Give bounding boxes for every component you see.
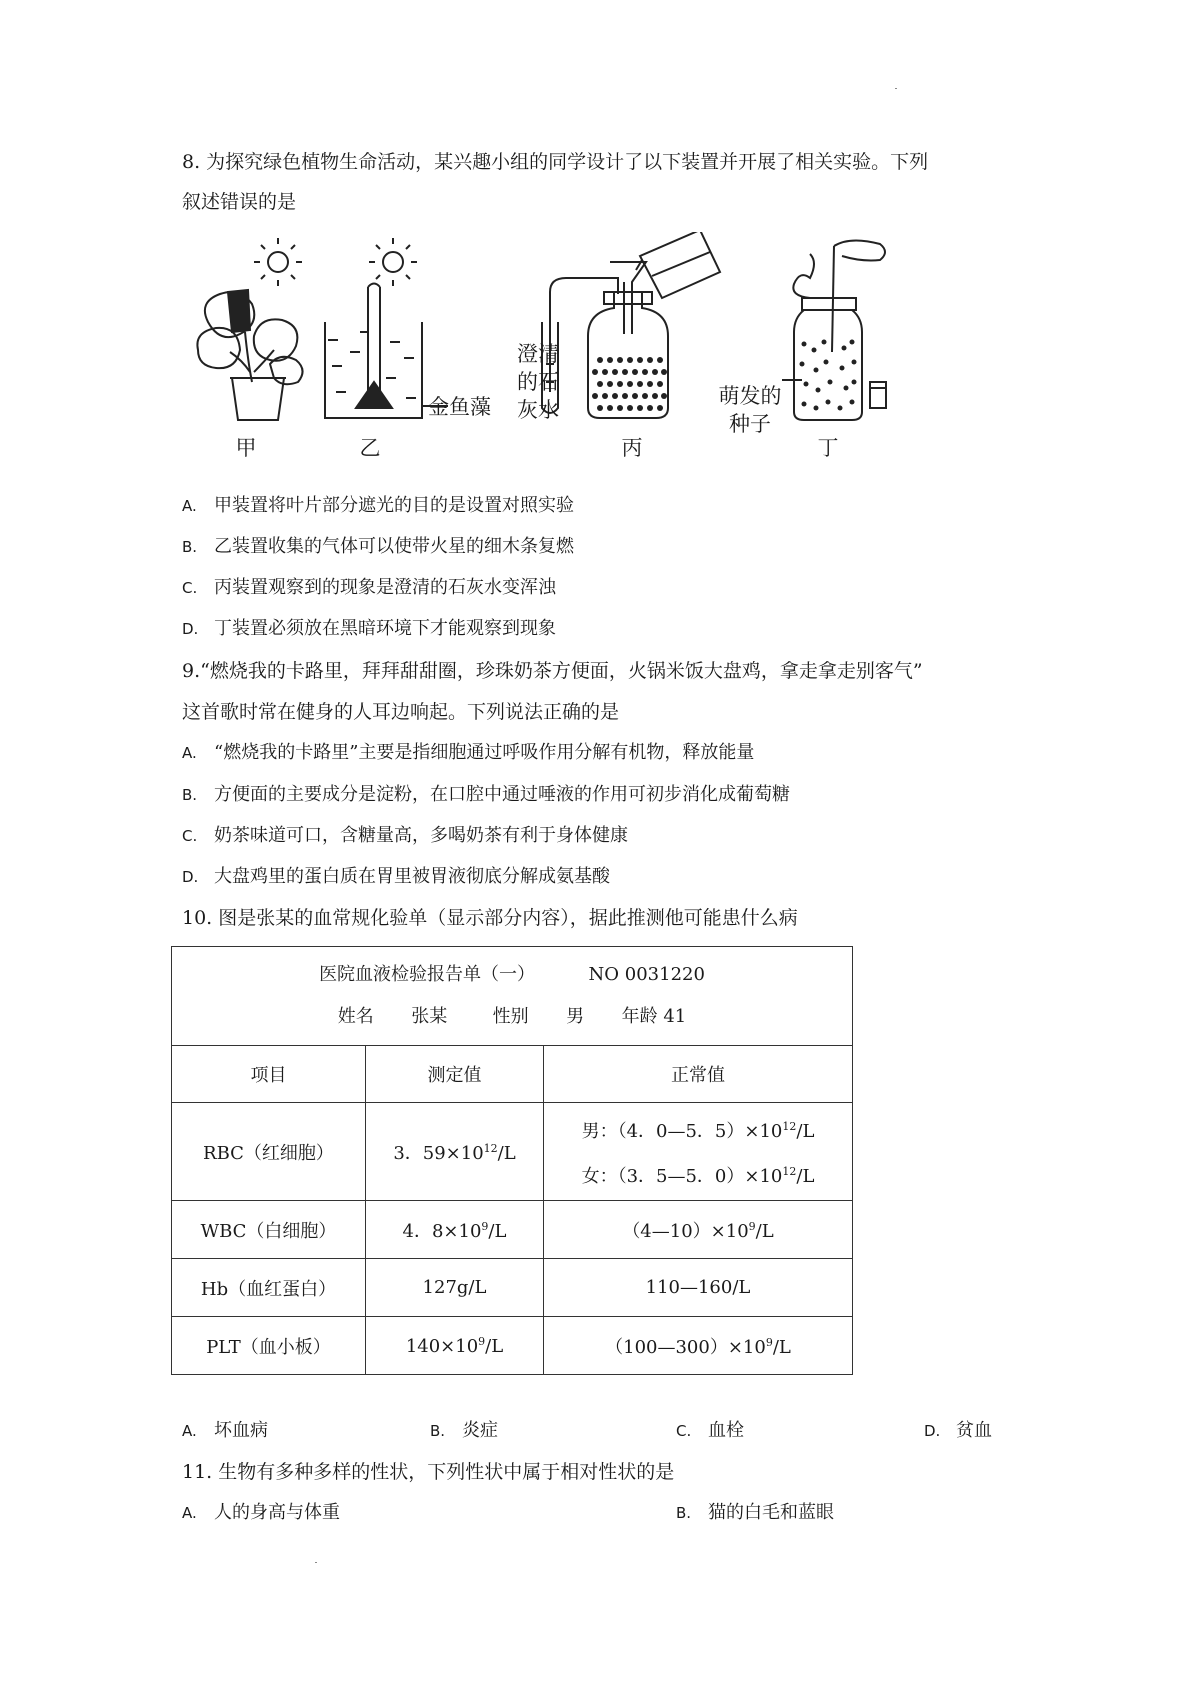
blood-test-report [171,946,853,1375]
rbc-value: 3．$59\times 10^{12}/L$ [366,1103,544,1201]
q9-option-b: B. 方便面的主要成分是淀粉，在口腔中通过唾液的作用可初步消化成葡萄糖 [182,784,790,805]
q10-option-c: C. 血栓 [676,1420,744,1441]
q9-option-a: A. “燃烧我的卡路里”主要是指细胞通过呼吸作用分解有机物，释放能量 [182,742,755,763]
rbc-normal: 男：（4．0—5．$5)\times 10^{12}/L$ 女：（3．5—5．$0)\times 10^{12}/L$ [544,1103,853,1201]
table-row-rbc [172,1103,853,1201]
q10-option-d: D. 贫血 [924,1420,992,1441]
table-row-hb [172,1259,853,1317]
plt-item: PLT（血小板） [172,1317,366,1375]
patient-name: 张某 [411,1006,448,1027]
q9-stem-line1: 9.“燃烧我的卡路里，拜拜甜甜圈，珍珠奶茶方便面，火锅米饭大盘鸡，拿走拿走别客气” [182,660,923,682]
column-header-measured: 测定值 [366,1046,544,1103]
q8-option-a: A. 甲装置将叶片部分遮光的目的是设置对照实验 [182,495,574,516]
hb-item: Hb（血红蛋白） [172,1259,366,1317]
label-jia: 甲 [235,436,257,460]
scan-speck [315,1562,317,1563]
flask-with-seeds-icon [550,262,668,418]
sun-icon [369,238,417,286]
q9-option-d: D. 大盘鸡里的蛋白质在胃里被胃液彻底分解成氨基酸 [182,866,610,887]
column-header-item: 项目 [172,1046,366,1103]
report-header [172,947,853,1046]
column-header-normal: 正常值 [544,1046,853,1103]
q10-stem: 10. 图是张某的血常规化验单（显示部分内容），据此推测他可能患什么病 [182,907,798,929]
q8-stem-line2: 叙述错误的是 [182,191,297,213]
label-ding: 丁 [817,436,839,460]
table-row-plt [172,1317,853,1375]
rbc-item: RBC（红细胞） [172,1103,366,1201]
hb-normal: 110—160/L [544,1259,853,1317]
label-seeds-1: 萌发的 [718,384,782,408]
patient-name-label: 姓名 [337,1006,374,1027]
label-limewater-3: 灰水 [517,398,559,422]
label-bing: 丙 [621,436,643,460]
wbc-normal: $(4—10)\times 10^9/L$ [544,1201,853,1259]
plt-value: $140\times 10^9/L$ [366,1317,544,1375]
q9-stem-line2: 这首歌时常在健身的人耳边响起。下列说法正确的是 [182,701,620,723]
plt-normal: $(100—300)\times 10^9/L$ [544,1317,853,1375]
label-goldfish-weed: 金鱼藻 [428,395,491,419]
label-limewater-2: 的石 [517,370,559,394]
label-seeds-2: 种子 [729,412,771,436]
scan-speck [895,88,897,89]
q8-experiment-figure [190,232,890,472]
sun-icon [254,238,302,286]
report-title: 医院血液检验报告单（一） [319,964,536,985]
hb-value: 127g/L [366,1259,544,1317]
q8-stem-line1: 8. 为探究绿色植物生命活动，某兴趣小组的同学设计了以下装置并开展了相关实验。下列 [182,151,929,173]
report-number: NO 0031220 [588,964,705,985]
q10-option-a: A. 坏血病 [182,1420,268,1441]
q8-option-c: C. 丙装置观察到的现象是澄清的石灰水变浑浊 [182,577,556,598]
potted-plant-icon [197,290,302,420]
q8-option-d: D. 丁装置必须放在黑暗环境下才能观察到现象 [182,618,556,639]
patient-sex-label: 性别 [492,1006,529,1027]
table-row-wbc [172,1201,853,1259]
label-yi: 乙 [359,436,381,460]
wbc-value: 4．$8\times 10^9/L$ [366,1201,544,1259]
q11-stem: 11. 生物有多种多样的性状，下列性状中属于相对性状的是 [182,1461,675,1483]
q11-option-b: B. 猫的白毛和蓝眼 [676,1502,834,1523]
seed-jar-icon [782,240,886,420]
q11-option-a: A. 人的身高与体重 [182,1502,340,1523]
q10-option-b: B. 炎症 [430,1420,498,1441]
patient-sex: 男 [566,1006,585,1027]
patient-age-label: 年龄 [621,1006,658,1027]
wbc-item: WBC（白细胞） [172,1201,366,1259]
pouring-beaker-icon [636,232,720,298]
q9-option-c: C. 奶茶味道可口，含糖量高，多喝奶茶有利于身体健康 [182,825,628,846]
label-limewater-1: 澄清 [517,342,559,366]
q8-option-b: B. 乙装置收集的气体可以使带火星的细木条复燃 [182,536,574,557]
patient-age: 41 [663,1006,687,1027]
